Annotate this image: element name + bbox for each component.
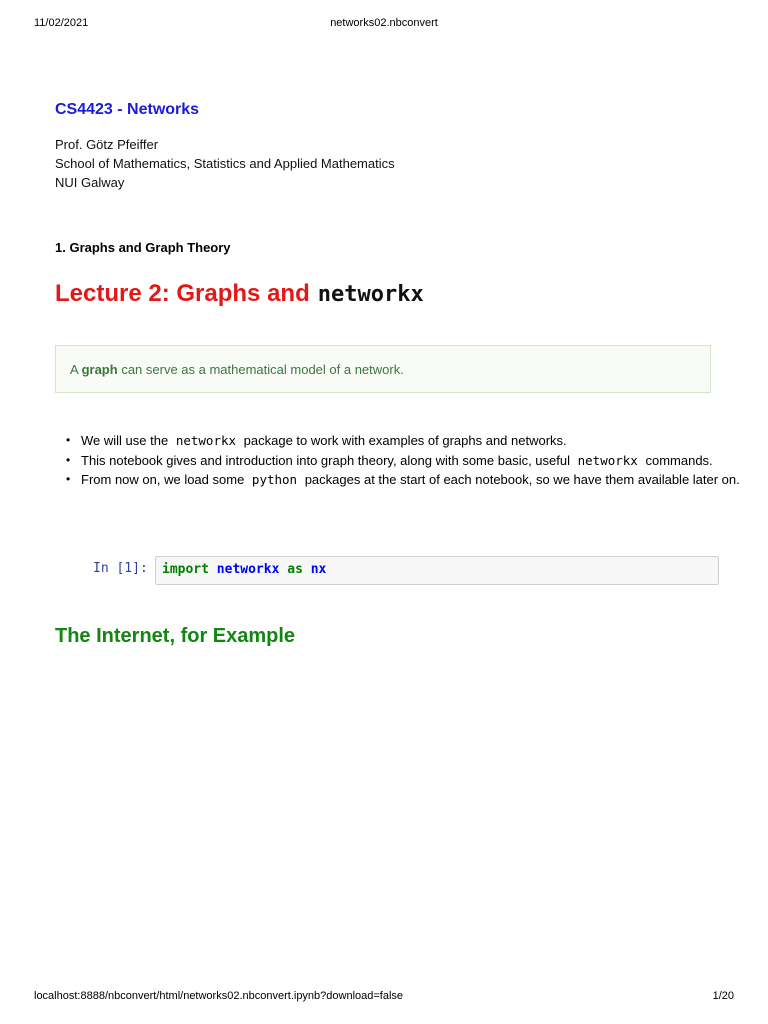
callout-rest: can serve as a mathematical model of a network. [117, 362, 404, 377]
definition-callout [55, 345, 711, 393]
lecture-title-text: Lecture 2: Graphs and [55, 280, 310, 307]
callout-strong: graph [81, 362, 118, 377]
code-module-name: networkx [216, 562, 280, 577]
lecture-title-code: networkx [317, 282, 424, 307]
bullet-text: From now on, we load some [81, 472, 245, 487]
print-document-title: networks02.nbconvert [330, 17, 438, 29]
bullet-text: This notebook gives and introduction into graph theory, along with some basic, useful [81, 452, 570, 468]
course-title: CS4423 - Networks [55, 101, 200, 118]
list-item [81, 431, 741, 451]
intro-bullet-list [55, 431, 741, 490]
code-keyword-as: as [287, 562, 303, 577]
bullet-text: We will use the [81, 433, 169, 448]
lecture-title [55, 280, 424, 308]
page-number: 1/20 [712, 990, 734, 1002]
print-url: localhost:8888/nbconvert/html/networks02.nbconvert.ipynb?download=false [34, 990, 404, 1002]
author-institution: NUI Galway [55, 175, 125, 190]
author-name: Prof. Götz Pfeiffer [55, 137, 159, 152]
print-date: 11/02/2021 [34, 17, 89, 29]
list-item [81, 451, 741, 471]
input-prompt: In [1]: [93, 561, 148, 576]
author-block [55, 135, 395, 192]
subheading: The Internet, for Example [55, 625, 296, 647]
author-school: School of Mathematics, Statistics and Applied Mathematics [55, 156, 395, 171]
inline-code: networkx [577, 452, 638, 468]
inline-code: networkx [175, 433, 237, 448]
list-item [81, 470, 741, 490]
callout-prefix: A [70, 362, 82, 377]
section-heading: 1. Graphs and Graph Theory [55, 240, 231, 255]
bullet-text: commands. [645, 452, 713, 468]
bullet-text: packages at the start of each notebook, so we have them available later on. [304, 472, 740, 487]
code-cell[interactable] [155, 556, 719, 585]
print-header [0, 17, 768, 33]
code-alias: nx [310, 562, 327, 577]
bullet-text: package to work with examples of graphs and networks. [243, 433, 567, 448]
print-footer [0, 990, 768, 1006]
code-keyword-import: import [162, 562, 209, 577]
inline-code: python [251, 472, 298, 487]
